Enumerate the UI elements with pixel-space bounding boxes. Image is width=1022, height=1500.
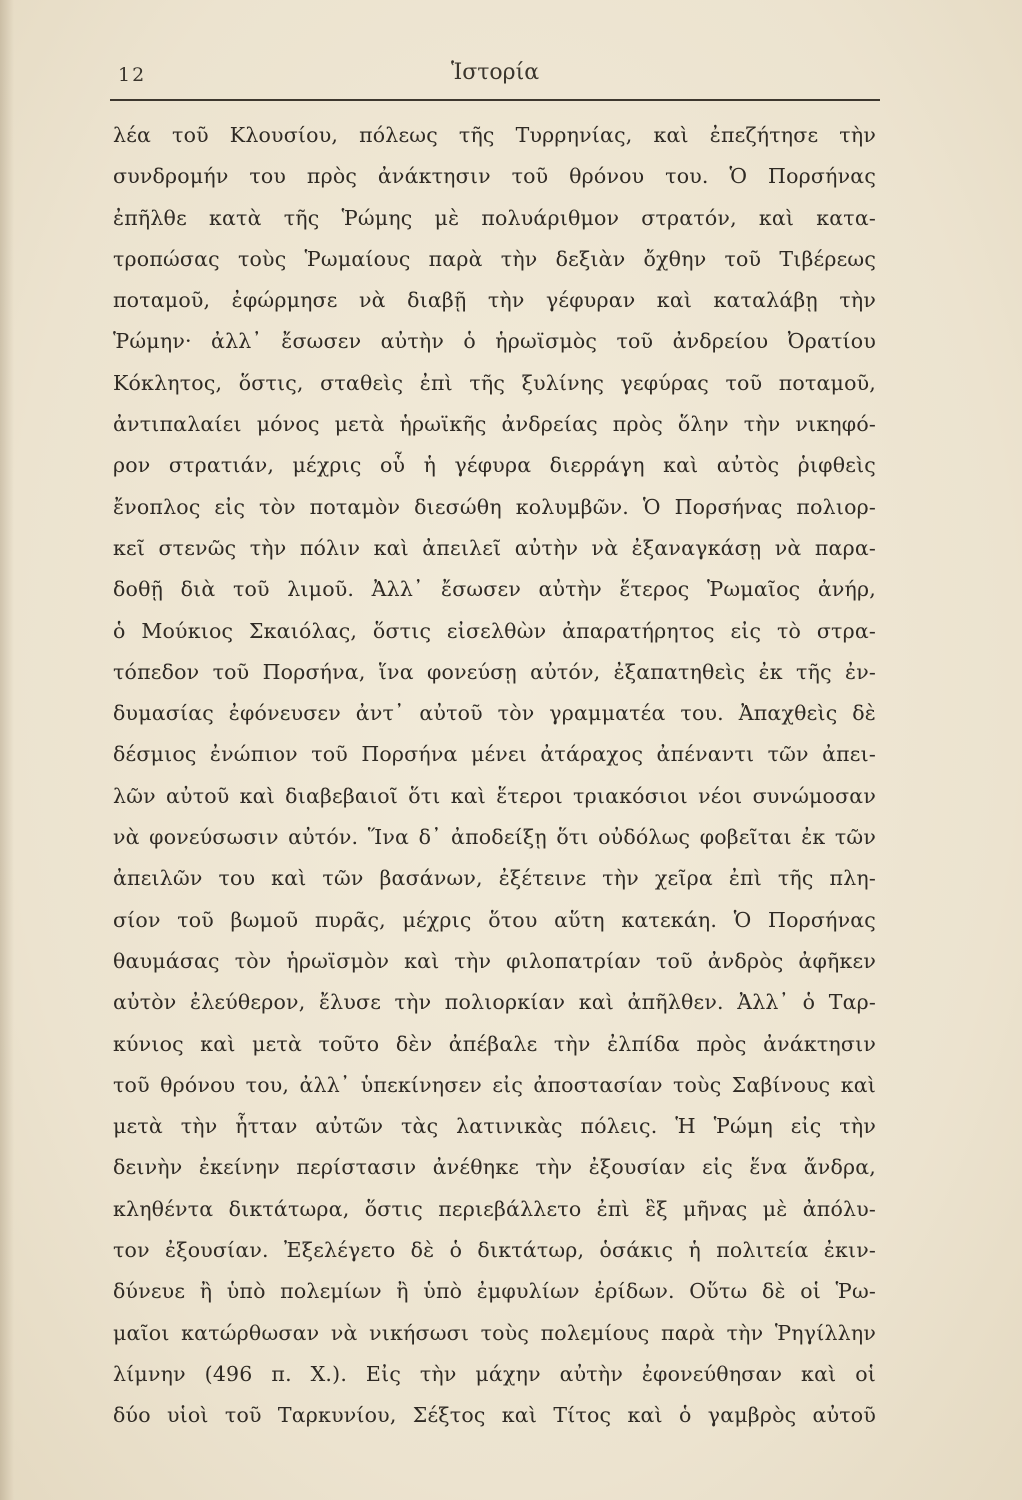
text-line: δέσμιος ἐνώπιον τοῦ Πορσήνα μένει ἀτάραχος ἀπέναντι τῶν ἀπει-	[113, 742, 876, 767]
text-line: κεῖ στενῶς τὴν πόλιν καὶ ἀπειλεῖ αὐτὴν νὰ ἐξαναγκάσῃ νὰ παρα-	[113, 535, 876, 560]
text-line: σίον τοῦ βωμοῦ πυρᾶς, μέχρις ὅτου αὕτη κατεκάη. Ὁ Πορσήνας	[113, 907, 876, 932]
text-line: μαῖοι κατώρθωσαν νὰ νικήσωσι τοὺς πολεμίους παρὰ τὴν Ῥηγίλλην	[113, 1320, 876, 1345]
text-line: λίμνην (496 π. Χ.). Εἰς τὴν μάχην αὐτὴν ἐφονεύθησαν καὶ οἱ	[113, 1361, 876, 1386]
text-line: δεινὴν ἐκείνην περίστασιν ἀνέθηκε τὴν ἐξουσίαν εἰς ἕνα ἄνδρα,	[113, 1155, 876, 1180]
text-line: ἀπειλῶν του καὶ τῶν βασάνων, ἐξέτεινε τὴν χεῖρα ἐπὶ τῆς πλη-	[113, 866, 876, 891]
text-line: ἐπῆλθε κατὰ τῆς Ῥώμης μὲ πολυάριθμον στρατόν, καὶ κατα-	[113, 205, 876, 230]
text-line: Κόκλητος, ὅστις, σταθεὶς ἐπὶ τῆς ξυλίνης γεφύρας τοῦ ποταμοῦ,	[113, 370, 876, 395]
text-line: ἔνοπλος εἰς τὸν ποταμὸν διεσώθη κολυμβῶν. Ὁ Πορσήνας πολιορ-	[113, 494, 876, 519]
text-line: κύνιος καὶ μετὰ τοῦτο δὲν ἀπέβαλε τὴν ἐλπίδα πρὸς ἀνάκτησιν	[113, 1031, 876, 1056]
text-line: ὁ Μούκιος Σκαιόλας, ὅστις εἰσελθὼν ἀπαρατήρητος εἰς τὸ στρα-	[113, 618, 876, 643]
text-line: λῶν αὐτοῦ καὶ διαβεβαιοῖ ὅτι καὶ ἕτεροι τριακόσιοι νέοι συνώμοσαν	[113, 783, 876, 808]
text-line: συνδρομήν του πρὸς ἀνάκτησιν τοῦ θρόνου του. Ὁ Πορσήνας	[113, 164, 876, 189]
text-line: τροπώσας τοὺς Ῥωμαίους παρὰ τὴν δεξιὰν ὄχθην τοῦ Τιβέρεως	[113, 246, 876, 271]
text-line: Ῥώμην· ἀλλ᾽ ἔσωσεν αὐτὴν ὁ ἡρωϊσμὸς τοῦ ἀνδρείου Ὀρατίου	[113, 329, 876, 354]
spine-shadow	[0, 0, 14, 1500]
text-line: τόπεδον τοῦ Πορσήνα, ἵνα φονεύσῃ αὐτόν, ἐξαπατηθεὶς ἐκ τῆς ἐν-	[113, 659, 876, 684]
text-line: δύο υἱοὶ τοῦ Ταρκυνίου, Σέξτος καὶ Τίτος καὶ ὁ γαμβρὸς αὐτοῦ	[113, 1403, 876, 1428]
text-line: αὐτὸν ἐλεύθερον, ἔλυσε τὴν πολιορκίαν καὶ ἀπῆλθεν. Ἀλλ᾽ ὁ Ταρ-	[113, 990, 876, 1015]
text-line: ἀντιπαλαίει μόνος μετὰ ἡρωϊκῆς ἀνδρείας πρὸς ὅλην τὴν νικηφό-	[113, 412, 876, 437]
text-line: τοῦ θρόνου του, ἀλλ᾽ ὑπεκίνησεν εἰς ἀποστασίαν τοὺς Σαβίνους καὶ	[113, 1072, 876, 1097]
page-header	[110, 58, 880, 100]
page-number: 12	[118, 64, 147, 86]
body-text	[113, 115, 876, 1437]
text-line: νὰ φονεύσωσιν αὐτόν. Ἵνα δ᾽ ἀποδείξῃ ὅτι οὐδόλως φοβεῖται ἐκ τῶν	[113, 825, 876, 850]
text-line: κληθέντα δικτάτωρα, ὅστις περιεβάλλετο ἐπὶ ἓξ μῆνας μὲ ἀπόλυ-	[113, 1196, 876, 1221]
text-line: θαυμάσας τὸν ἡρωϊσμὸν καὶ τὴν φιλοπατρίαν τοῦ ἀνδρὸς ἀφῆκεν	[113, 948, 876, 973]
text-line: ρον στρατιάν, μέχρις οὗ ἡ γέφυρα διερράγη καὶ αὐτὸς ῥιφθεὶς	[113, 453, 876, 478]
text-line: λέα τοῦ Κλουσίου, πόλεως τῆς Τυρρηνίας, καὶ ἐπεζήτησε τὴν	[113, 123, 876, 147]
text-line: τον ἐξουσίαν. Ἐξελέγετο δὲ ὁ δικτάτωρ, ὁσάκις ἡ πολιτεία ἐκιν-	[113, 1238, 876, 1263]
text-line: δυμασίας ἐφόνευσεν ἀντ᾽ αὐτοῦ τὸν γραμματέα του. Ἀπαχθεὶς δὲ	[113, 701, 876, 726]
text-line: ποταμοῦ, ἐφώρμησε νὰ διαβῇ τὴν γέφυραν καὶ καταλάβῃ τὴν	[113, 288, 876, 313]
running-title: Ἱστορία	[450, 60, 540, 85]
header-rule	[110, 99, 880, 101]
text-line: δύνευε ἢ ὑπὸ πολεμίων ἢ ὑπὸ ἐμφυλίων ἐρίδων. Οὕτω δὲ οἱ Ῥω-	[113, 1279, 876, 1304]
text-line: δοθῇ διὰ τοῦ λιμοῦ. Ἀλλ᾽ ἔσωσεν αὐτὴν ἕτερος Ῥωμαῖος ἀνήρ,	[113, 577, 876, 602]
text-line: μετὰ τὴν ἧτταν αὐτῶν τὰς λατινικὰς πόλεις. Ἡ Ῥώμη εἰς τὴν	[113, 1114, 876, 1139]
